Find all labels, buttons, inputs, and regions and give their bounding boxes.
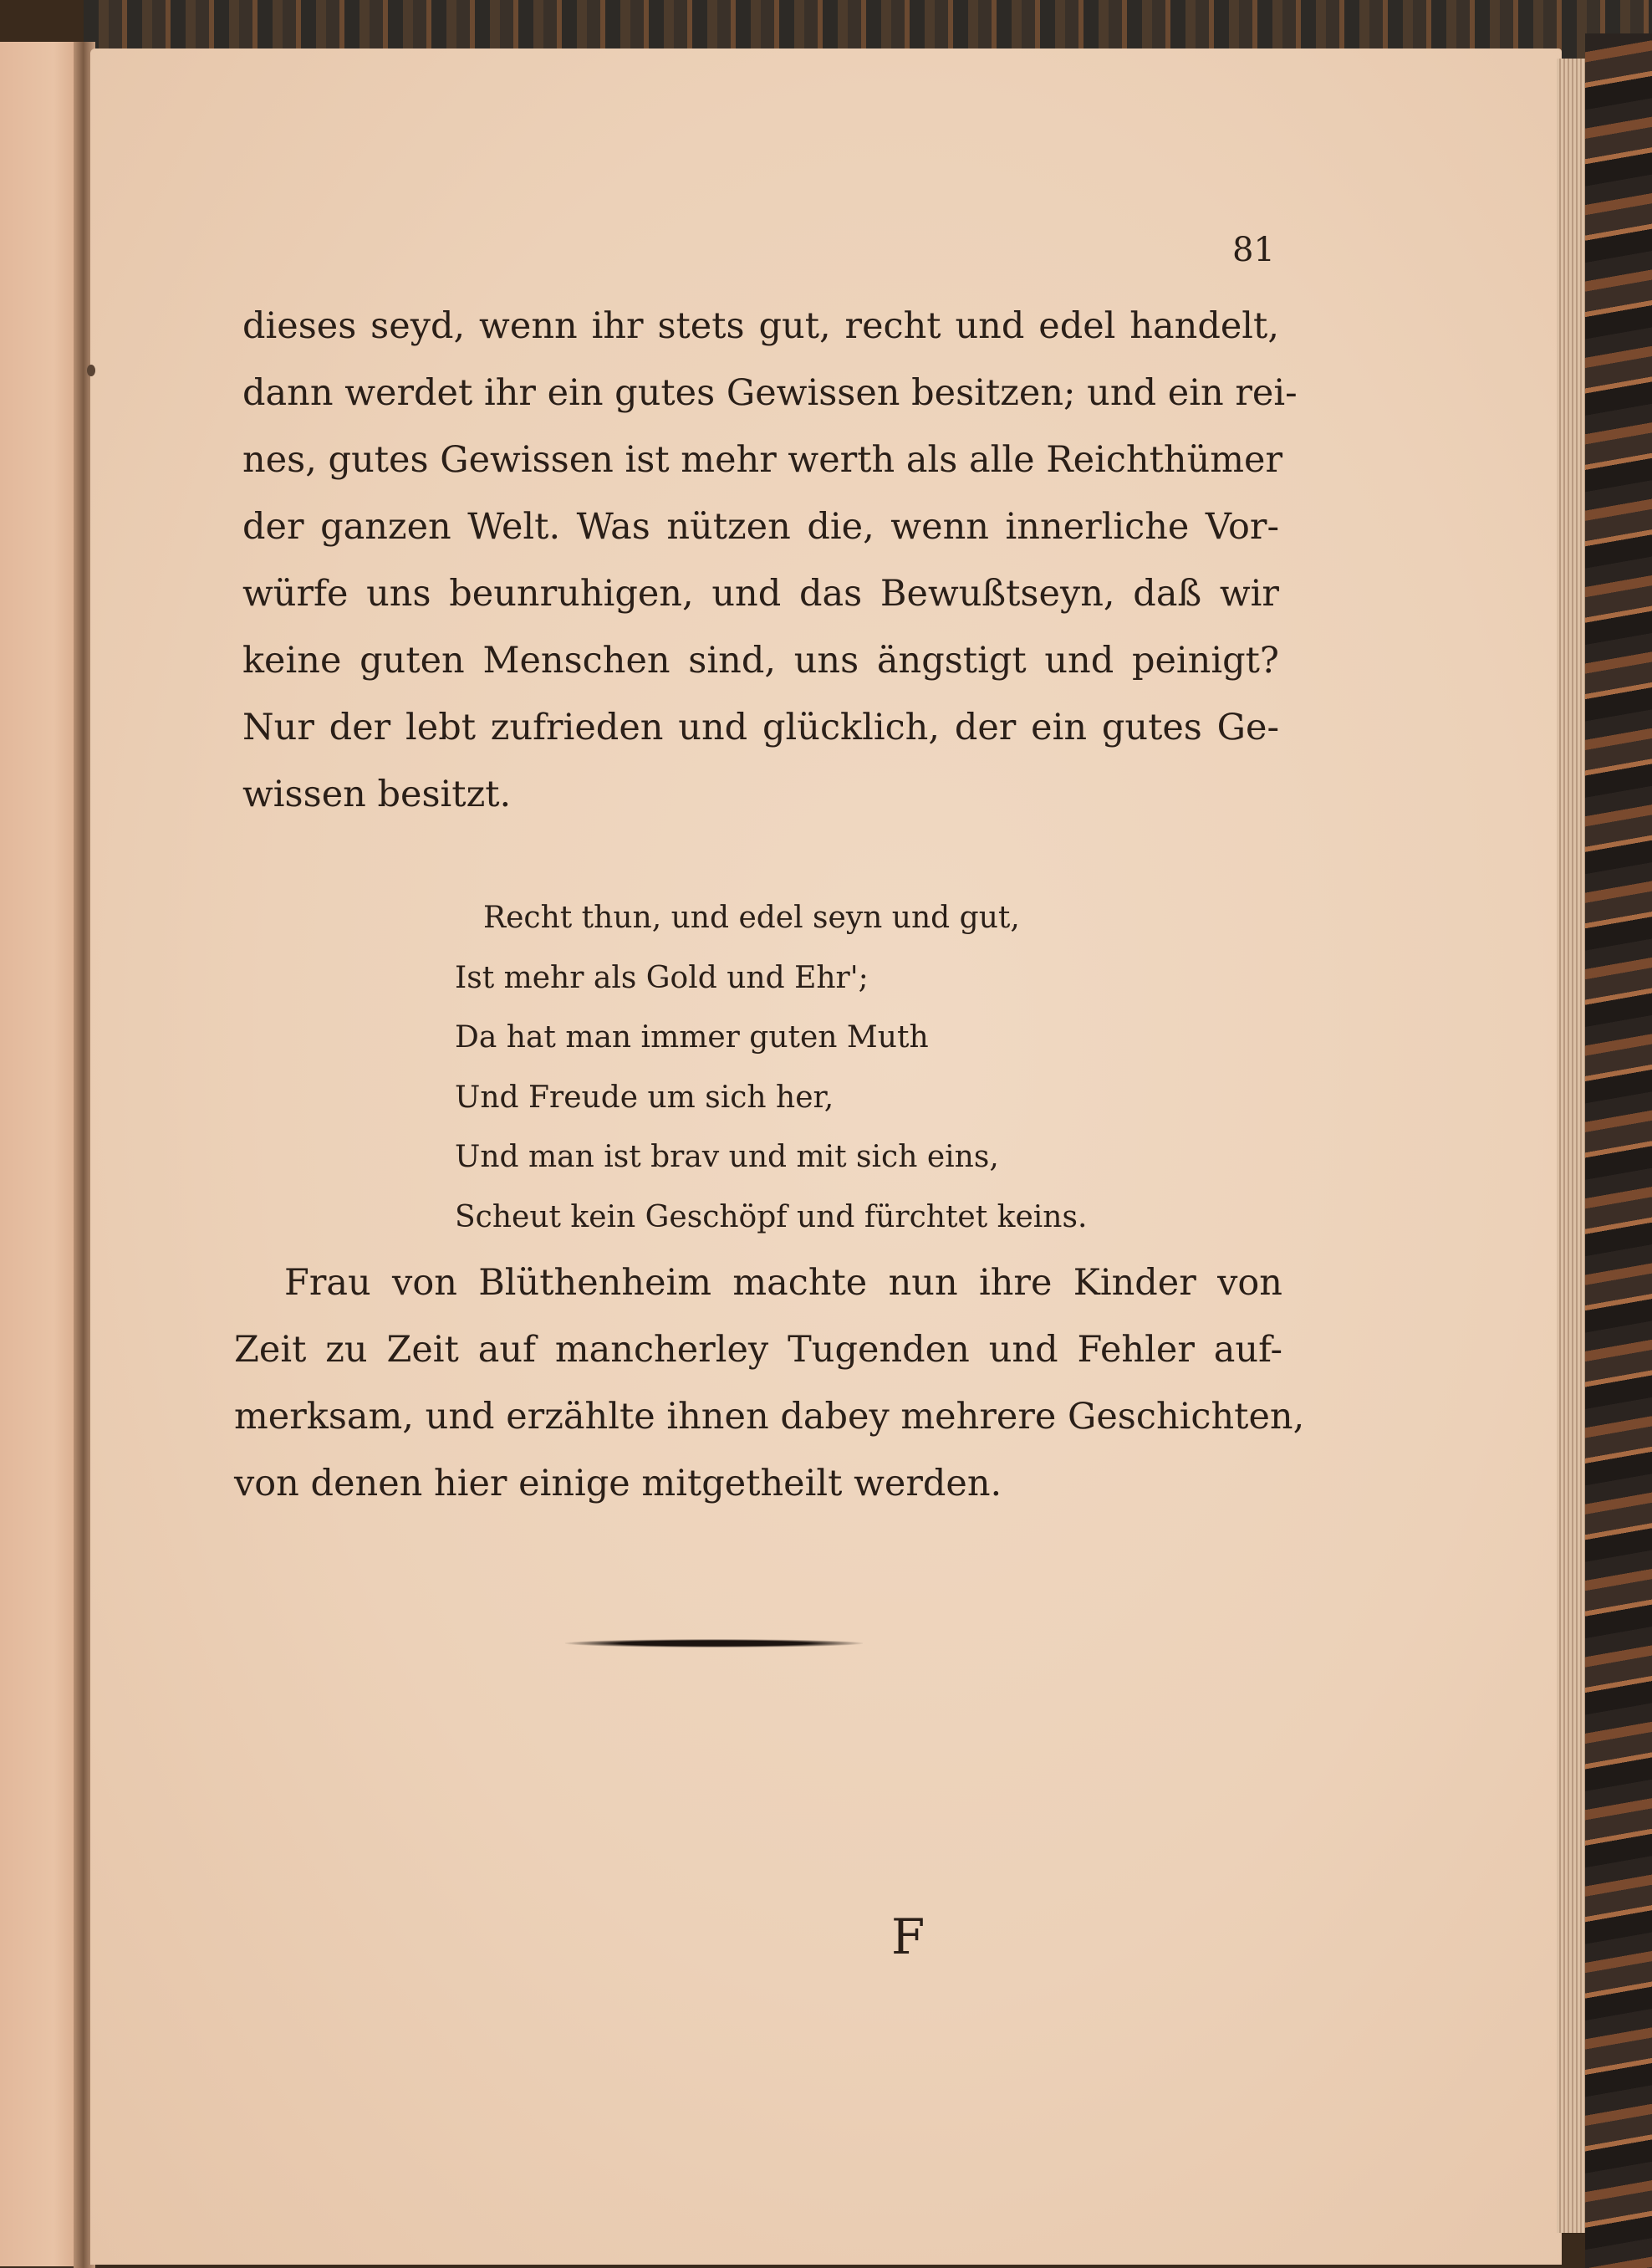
text-line: merksam, und erzählte ihnen dabey mehrere Geschichten, — [234, 1396, 1305, 1438]
text-line: wissen besitzt. — [242, 774, 512, 815]
text-line: nes, gutes Gewissen ist mehr werth als alle Reichthümer — [242, 439, 1283, 481]
text-line: Zeit zu Zeit auf mancherley Tugenden und Fehler auf- — [234, 1329, 1282, 1371]
verse-line: Ist mehr als Gold und Ehr'; — [455, 960, 869, 995]
bleed-through-text — [176, 803, 206, 837]
text-line: von denen hier einige mitgetheilt werden. — [234, 1463, 1002, 1504]
verse-line: Recht thun, und edel seyn und gut, — [483, 901, 1020, 935]
text-line: Nur der lebt zufrieden und glücklich, der ein gutes Ge- — [242, 707, 1279, 748]
section-divider-rule — [565, 1639, 863, 1647]
text-line: dann werdet ihr ein gutes Gewissen besitzen; und ein rei- — [242, 372, 1298, 414]
signature-mark: F — [891, 1908, 925, 1965]
verse-line: Und Freude um sich her, — [455, 1080, 834, 1115]
text-line: Frau von Blüthenheim machte nun ihre Kinder von — [284, 1262, 1282, 1304]
page-block-edges — [1557, 59, 1585, 2233]
page-number: 81 — [1232, 231, 1275, 269]
verse-line: Scheut kein Geschöpf und fürchtet keins. — [455, 1199, 1088, 1234]
marbled-cover — [1585, 33, 1652, 2268]
text-line: würfe uns beunruhigen, und das Bewußtseyn, daß wir — [242, 573, 1279, 615]
paragraph-1 — [242, 293, 1298, 828]
verse-block — [455, 888, 1087, 1247]
paragraph-2 — [234, 1249, 1305, 1517]
facing-page-edge — [0, 42, 77, 2266]
text-line: dieses seyd, wenn ihr stets gut, recht und edel handelt, — [242, 305, 1279, 347]
text-line: der ganzen Welt. Was nützen die, wenn innerliche Vor- — [242, 506, 1279, 548]
text-line: keine guten Menschen sind, uns ängstigt und peinigt? — [242, 640, 1279, 682]
verse-line: Und man ist brav und mit sich eins, — [455, 1140, 999, 1174]
ink-spot — [87, 365, 95, 376]
verse-line: Da hat man immer guten Muth — [455, 1020, 929, 1055]
